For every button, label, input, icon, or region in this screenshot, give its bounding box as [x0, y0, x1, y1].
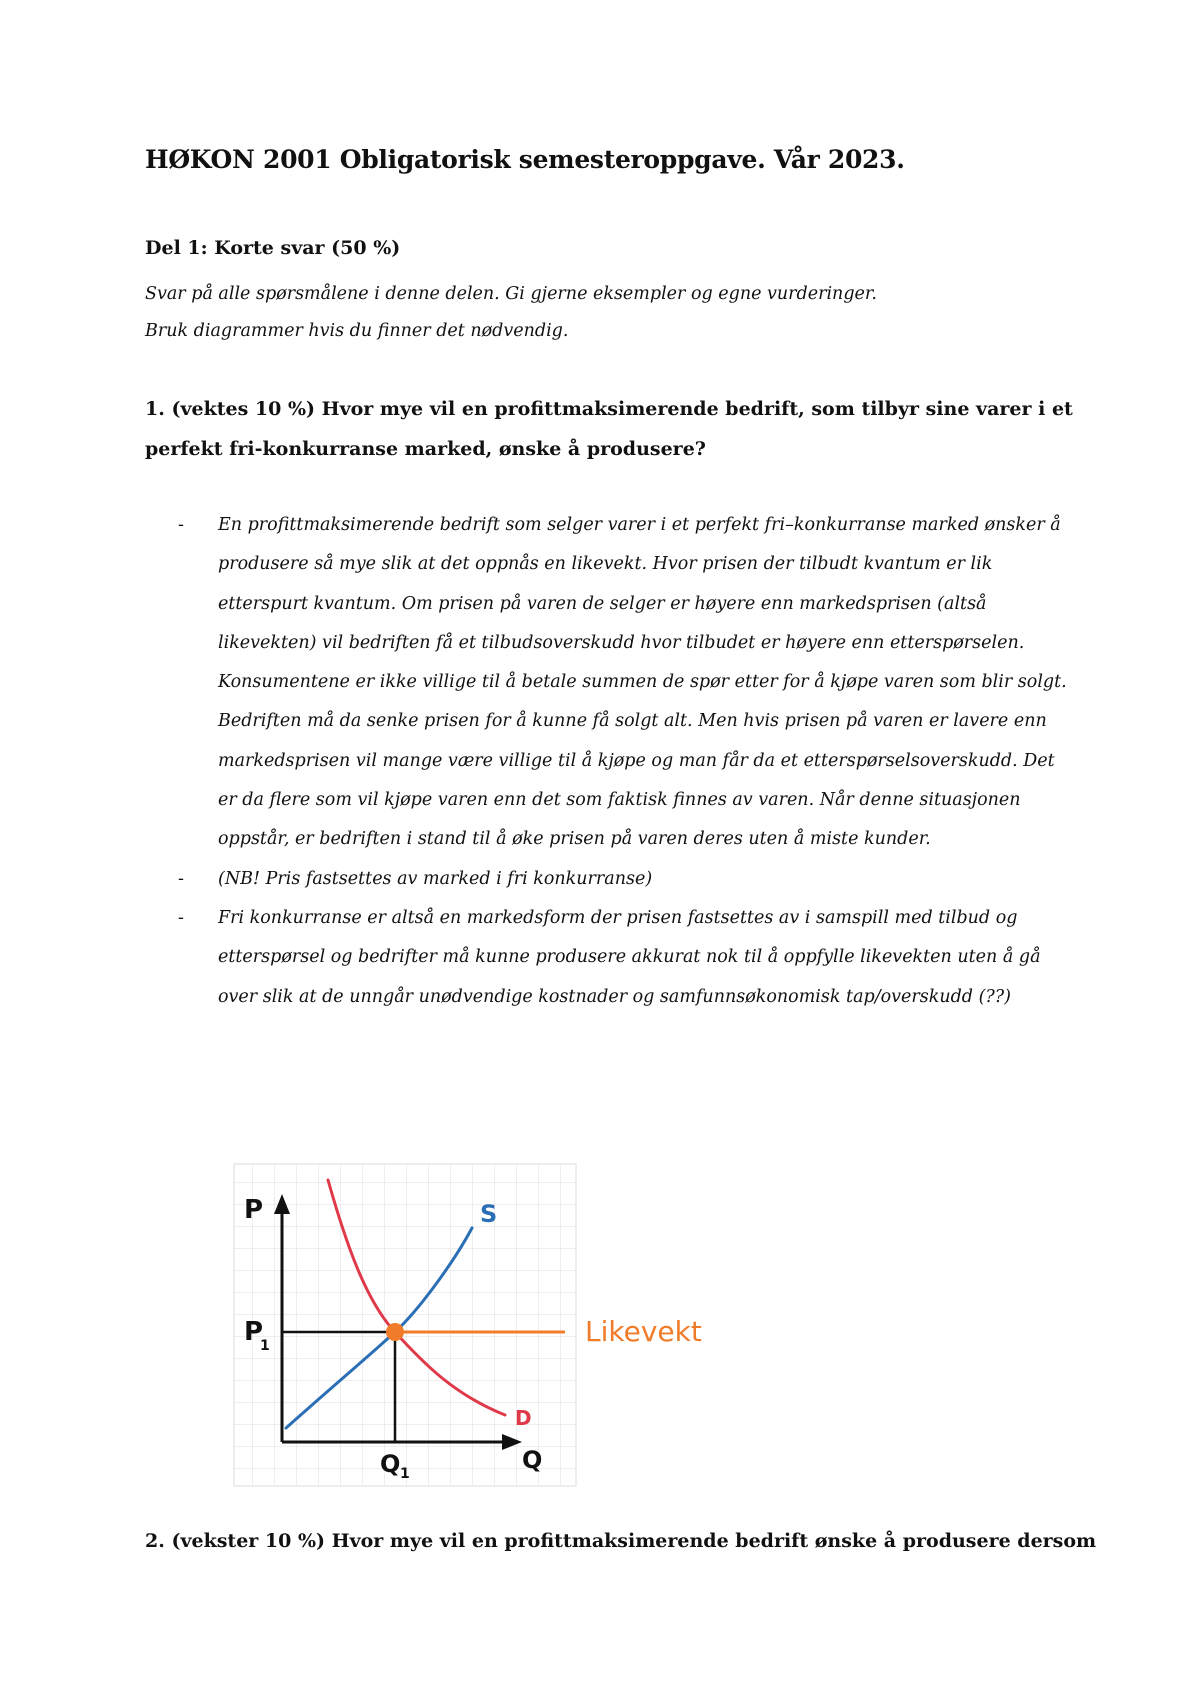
equilibrium-label: Likevekt — [585, 1315, 702, 1348]
section-intro — [145, 276, 1095, 350]
intro-line: Svar på alle spørsmålene i denne delen. Gi gjerne eksempler og egne vurderinger. — [145, 284, 877, 304]
intro-line: Bruk diagrammer hvis du finner det nødvendig. — [145, 321, 569, 341]
supply-demand-diagram — [230, 1160, 750, 1490]
answer-text: Fri konkurranse er altså en markedsform der prisen fastsettes av i samspill med tilbud og etterspørsel og bedrifter må kunne produsere akkurat nok til å oppfylle likevekten uten å gå over slik at de unngår unødvendige kostnader og samfunnsøkonomisk tap/overskudd (??) — [218, 907, 1041, 1007]
answer-list — [178, 506, 1078, 1017]
p-axis-label: P — [244, 1195, 264, 1225]
equilibrium-point — [386, 1323, 404, 1341]
document-title: HØKON 2001 Obligatorisk semesteroppgave. Vår 2023. — [145, 145, 905, 174]
bullet-dash: - — [178, 515, 184, 535]
bullet-dash: - — [178, 907, 184, 928]
supply-label: S — [480, 1200, 498, 1228]
answer-text: (NB! Pris fastsettes av marked i fri konkurranse) — [218, 868, 653, 889]
demand-label: D — [515, 1406, 532, 1430]
answer-item — [178, 860, 1078, 899]
p1-subscript: 1 — [260, 1338, 270, 1354]
answer-text: En profittmaksimerende bedrift som selger varer i et perfekt fri–konkurranse marked ønsker å produsere så mye slik at det oppnås en likevekt. Hvor prisen der tilbudt kvantum er lik etterspurt kvantum. Om prisen på varen de selger er høyere enn markedsprisen (altså likevekten) vil bedriften få et tilbudsoverskudd hvor tilbudet er høyere enn etterspørselen. Konsumentene er ikke villige til å betale summen de spør etter for å kjøpe varen som blir solgt. Bedriften må da senke prisen for å kunne få solgt alt. Men hvis prisen på varen er lavere enn markedsprisen vil mange være villige til å kjøpe og man får da et etterspørselsoverskudd. Det er da flere som vil kjøpe varen enn det som faktisk finnes av varen. Når denne situasjonen oppstår, er bedriften i stand til å øke prisen på varen deres uten å miste kunder. — [218, 515, 1067, 850]
answer-item — [178, 899, 1078, 1017]
q-axis-label: Q — [522, 1446, 543, 1474]
answer-item — [178, 506, 1078, 860]
q1-subscript: 1 — [400, 1466, 410, 1482]
question-2: 2. (vekster 10 %) Hvor mye vil en profittmaksimerende bedrift ønske å produsere dersom — [145, 1530, 1097, 1552]
diagram-svg — [230, 1160, 750, 1490]
bullet-dash: - — [178, 868, 184, 889]
q1-label: Q — [380, 1450, 401, 1478]
question-1: 1. (vektes 10 %) Hvor mye vil en profittmaksimerende bedrift, som tilbyr sine varer i et perfekt fri-konkurranse marked, ønske å produsere? — [145, 398, 1073, 460]
section-heading: Del 1: Korte svar (50 %) — [145, 237, 401, 259]
p1-label: P — [244, 1317, 264, 1347]
